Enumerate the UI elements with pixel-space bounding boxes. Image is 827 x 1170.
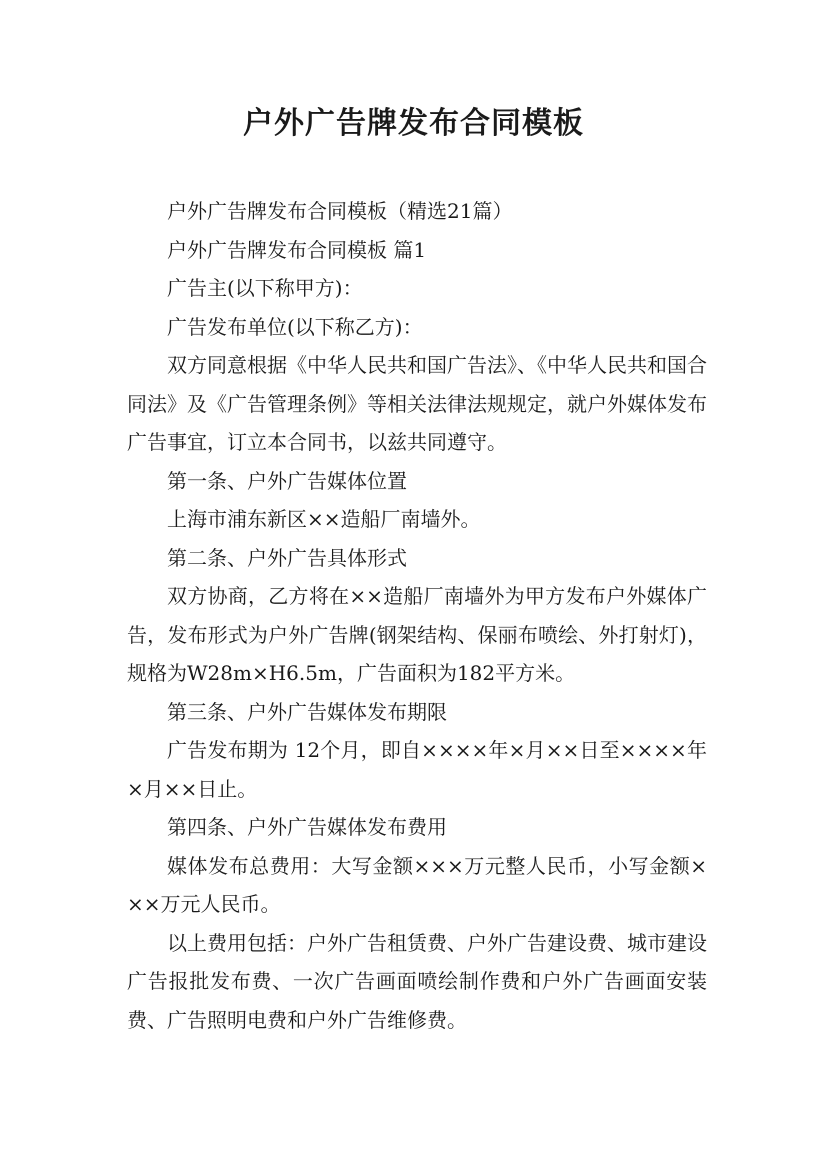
article-4-body: 媒体发布总费用：大写金额×××万元整人民币，小写金额×××万元人民币。 xyxy=(127,853,707,916)
article-4-heading: 第四条、户外广告媒体发布费用 xyxy=(167,815,447,839)
article-3-heading: 第三条、户外广告媒体发布期限 xyxy=(167,699,447,724)
document-title: 户外广告牌发布合同模板 xyxy=(243,106,584,141)
paragraph-section-heading: 户外广告牌发布合同模板 篇1 xyxy=(167,237,427,262)
article-2-body: 双方协商，乙方将在××造船厂南墙外为甲方发布户外媒体广告，发布形式为户外广告牌(钢架结构、保丽布喷绘、外打射灯)，规格为W28m×H6.5m，广告面积为182平方米。 xyxy=(127,584,707,685)
paragraph-preamble: 双方同意根据《中华人民共和国广告法》、《中华人民共和国合同法》及《广告管理条例》等相关法律法规规定，就户外媒体发布广告事宜，订立本合同书，以兹共同遵守。 xyxy=(127,353,707,454)
article-1-body: 上海市浦东新区××造船厂南墙外。 xyxy=(167,507,481,531)
article-3-body: 广告发布期为 12个月，即自××××年×月××日至××××年×月××日止。 xyxy=(127,738,707,801)
article-2-heading: 第二条、户外广告具体形式 xyxy=(167,545,407,570)
paragraph-subtitle: 户外广告牌发布合同模板（精选21篇） xyxy=(167,199,513,223)
paragraph-party-b: 广告发布单位(以下称乙方)： xyxy=(167,314,423,339)
article-4-fee-details: 以上费用包括：户外广告租赁费、户外广告建设费、城市建设广告报批发布费、一次广告画面喷绘制作费和户外广告画面安装费、广告照明电费和户外广告维修费。 xyxy=(127,930,707,1032)
article-1-heading: 第一条、户外广告媒体位置 xyxy=(167,468,407,493)
paragraph-party-a: 广告主(以下称甲方)： xyxy=(167,276,363,300)
document-body xyxy=(127,192,707,1039)
